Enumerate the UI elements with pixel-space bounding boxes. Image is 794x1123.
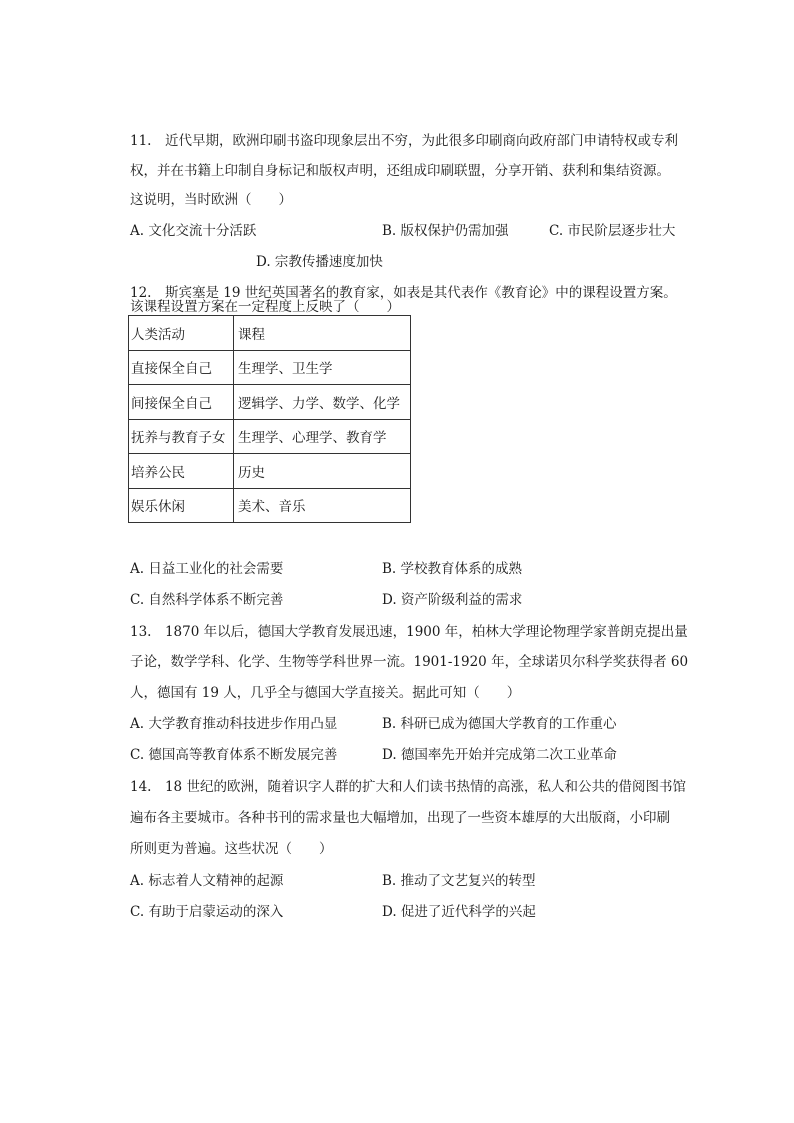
q13-option-c[interactable]: C. 德国高等教育体系不断发展完善 (130, 747, 338, 763)
q11-line-2: 权，并在书籍上印制自身标记和版权声明，还组成印刷联盟，分享开销、获利和集结资源。 (130, 163, 670, 179)
q11-option-c[interactable]: C. 市民阶层逐步壮大 (549, 223, 676, 239)
q14-option-b[interactable]: B. 推动了文艺复兴的转型 (382, 873, 536, 889)
table-cell: 美术、音乐 (234, 488, 411, 523)
curriculum-table (128, 315, 411, 523)
table-row (129, 385, 411, 420)
q11-option-a[interactable]: A. 文化交流十分活跃 (130, 223, 257, 239)
table-cell: 生理学、卫生学 (234, 350, 411, 385)
q13-option-d[interactable]: D. 德国率先开始并完成第二次工业革命 (382, 747, 617, 763)
q14-option-c[interactable]: C. 有助于启蒙运动的深入 (130, 904, 284, 920)
q13-line-1: 13. 1870 年以后，德国大学教育发展迅速，1900 年，柏林大学理论物理学家普朗克提出量 (130, 624, 688, 640)
table-row (129, 350, 411, 385)
q14-line-3: 所则更为普遍。这些状况（ ） (130, 841, 333, 857)
q14-option-d[interactable]: D. 促进了近代科学的兴起 (382, 904, 536, 920)
q13-line-2: 子论，数学学科、化学、生物等学科世界一流。1901-1920 年，全球诺贝尔科学奖获得者 60 (130, 654, 689, 670)
table-cell: 间接保全自己 (129, 385, 234, 420)
table-header-activity: 人类活动 (129, 316, 234, 351)
table-header-row (129, 316, 411, 351)
table-cell: 逻辑学、力学、数学、化学 (234, 385, 411, 420)
q12-option-c[interactable]: C. 自然科学体系不断完善 (130, 592, 284, 608)
q11-option-d[interactable]: D. 宗教传播速度加快 (256, 254, 383, 270)
table-cell: 抚养与教育子女 (129, 419, 234, 454)
q12-option-d[interactable]: D. 资产阶级利益的需求 (382, 592, 523, 608)
table-cell: 历史 (234, 454, 411, 489)
table-cell: 娱乐休闲 (129, 488, 234, 523)
q14-option-a[interactable]: A. 标志着人文精神的起源 (130, 873, 284, 889)
q12-option-a[interactable]: A. 日益工业化的社会需要 (130, 561, 284, 577)
table-header-course: 课程 (234, 316, 411, 351)
q12-line-1: 12. 斯宾塞是 19 世纪英国著名的教育家，如表是其代表作《教育论》中的课程设置方案。 (130, 285, 677, 301)
table-row (129, 419, 411, 454)
q11-option-b[interactable]: B. 版权保护仍需加强 (382, 223, 509, 239)
q13-line-3: 人，德国有 19 人，几乎全与德国大学直接关。据此可知（ ） (130, 685, 521, 701)
q14-line-1: 14. 18 世纪的欧洲，随着识字人群的扩大和人们读书热情的高涨，私人和公共的借阅图书馆 (130, 779, 686, 795)
q12-line-2: 该课程设置方案在一定程度上反映了（ ） (130, 299, 400, 315)
table-row (129, 488, 411, 523)
q11-line-1: 11. 近代早期，欧洲印刷书盗印现象层出不穷，为此很多印刷商向政府部门申请特权或专利 (130, 133, 678, 149)
table-cell: 培养公民 (129, 454, 234, 489)
q11-line-3: 这说明，当时欧洲（ ） (130, 192, 292, 208)
q14-line-2: 遍布各主要城市。各种书刊的需求量也大幅增加，出现了一些资本雄厚的大出版商，小印刷 (130, 810, 670, 826)
table-cell: 直接保全自己 (129, 350, 234, 385)
q13-option-a[interactable]: A. 大学教育推动科技进步作用凸显 (130, 716, 338, 732)
table-cell: 生理学、心理学、教育学 (234, 419, 411, 454)
q12-option-b[interactable]: B. 学校教育体系的成熟 (382, 561, 523, 577)
q13-option-b[interactable]: B. 科研已成为德国大学教育的工作重心 (382, 716, 617, 732)
table-row (129, 454, 411, 489)
